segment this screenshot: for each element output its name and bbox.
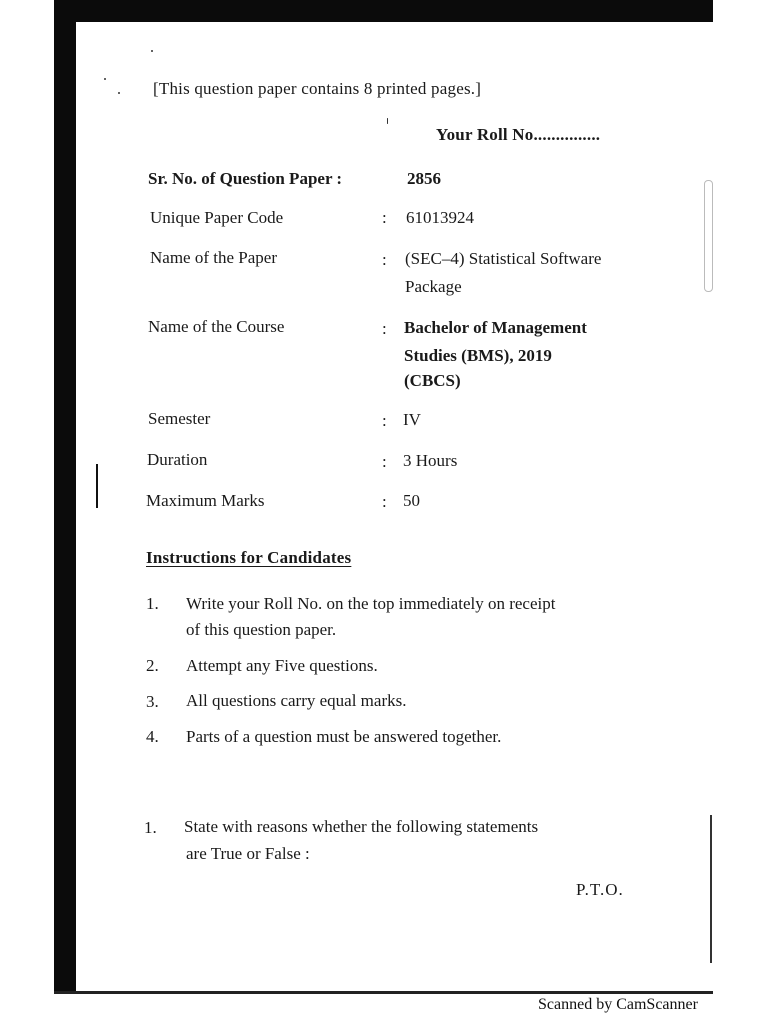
scan-mark-right [704,180,713,292]
detail-colon: : [382,492,387,511]
detail-colon: : [382,319,387,338]
scan-speck [151,50,153,52]
detail-colon: : [382,208,387,227]
detail-label-semester: Semester [148,409,211,428]
scan-line-right [710,815,712,963]
detail-value-paper-name-line2: Package [405,277,462,296]
detail-value-serial: 2856 [407,169,441,188]
roll-number-field: Your Roll No............... [436,125,601,144]
scan-border-bottom [54,991,713,994]
detail-label-course: Name of the Course [148,317,285,336]
instruction-2: Attempt any Five questions. [186,656,378,675]
scan-mark-left [96,464,98,508]
instruction-3: All questions carry equal marks. [186,691,407,710]
detail-value-paper-name-line1: (SEC–4) Statistical Software [405,249,602,268]
detail-label-duration: Duration [147,450,208,469]
detail-value-paper-code: 61013924 [406,208,474,227]
detail-colon: : [382,411,387,430]
detail-colon: : [382,452,387,471]
scan-speck [118,92,120,94]
instruction-number: 4. [146,727,159,746]
page-turn-note: P.T.O. [576,880,624,899]
detail-value-semester: IV [403,410,421,429]
detail-label-paper-name: Name of the Paper [150,248,277,267]
detail-value-course-line2: Studies (BMS), 2019 [404,346,552,365]
detail-value-course-line1: Bachelor of Management [404,318,587,337]
instruction-1-line1: Write your Roll No. on the top immediately on receipt [186,594,556,613]
page-count-notice: [This question paper contains 8 printed pages.] [153,79,482,98]
scan-speck [387,118,388,124]
detail-colon: : [382,250,387,269]
instruction-number: 1. [146,594,159,613]
detail-label-max-marks: Maximum Marks [146,491,265,510]
detail-value-max-marks: 50 [403,491,420,510]
scan-speck [104,78,106,80]
instruction-number: 3. [146,692,159,711]
instruction-4: Parts of a question must be answered together. [186,727,502,746]
instruction-number: 2. [146,656,159,675]
question-number: 1. [144,818,157,837]
scanner-watermark: Scanned by CamScanner [538,996,698,1013]
instruction-1-line2: of this question paper. [186,620,337,639]
scan-border-top [54,0,713,22]
detail-label-paper-code: Unique Paper Code [150,208,284,227]
instructions-heading: Instructions for Candidates [146,548,352,567]
scan-border-left [54,0,76,993]
question-1-line1: State with reasons whether the following statements [184,817,539,836]
detail-label-serial: Sr. No. of Question Paper : [148,169,343,188]
question-1-line2: are True or False : [186,844,310,863]
detail-value-duration: 3 Hours [403,451,458,470]
detail-value-course-line3: (CBCS) [404,371,461,390]
